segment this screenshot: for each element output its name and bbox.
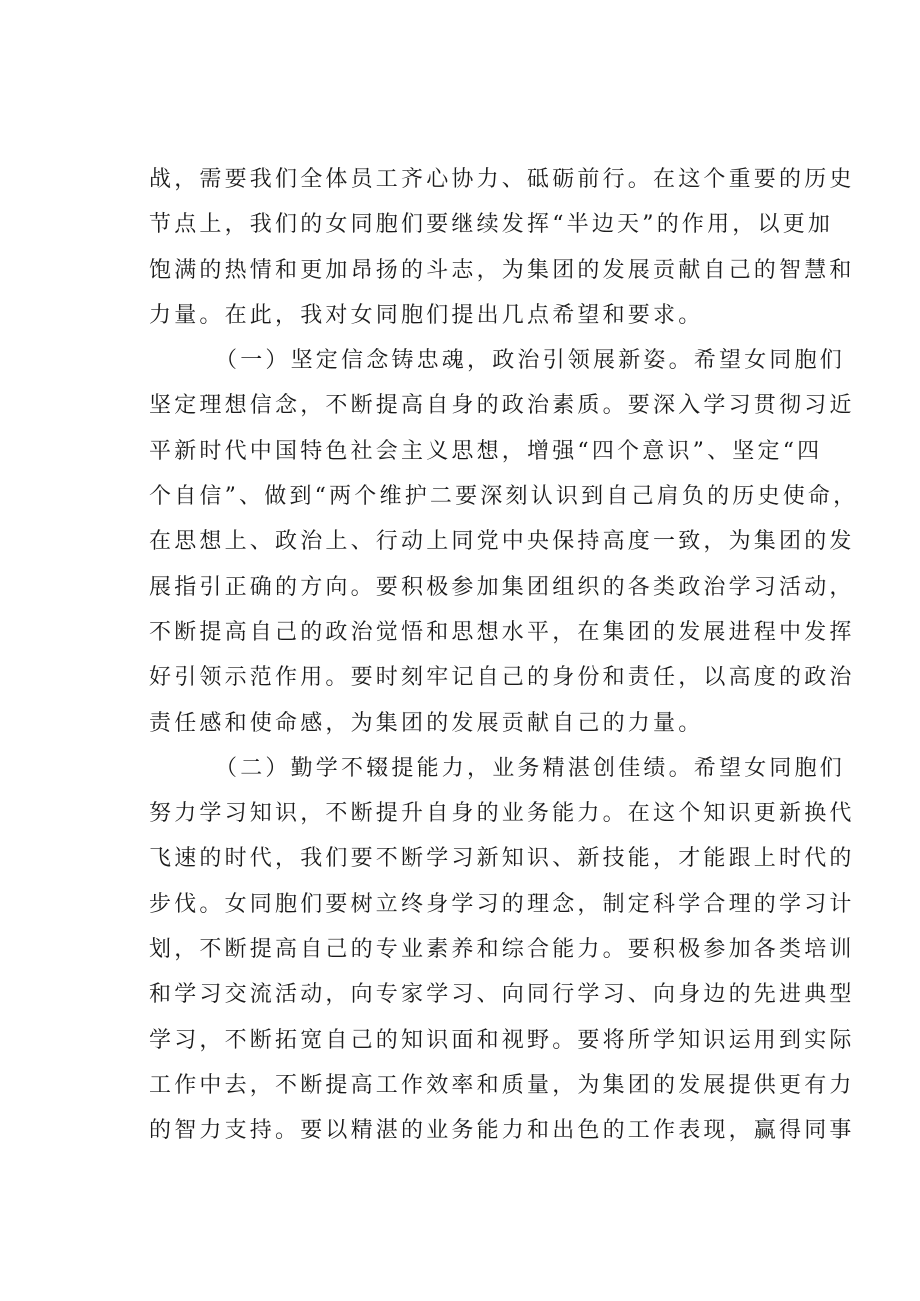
text-line: 平新时代中国特色社会主义思想，增强“四个意识”、坚定“四: [149, 438, 823, 464]
text-line: 坚定理想信念，不断提高自身的政治素质。要深入学习贯彻习近: [149, 393, 855, 419]
text-line: 在思想上、政治上、行动上同党中央保持高度一致，为集团的发: [149, 529, 855, 555]
paragraph-3: [149, 746, 855, 1154]
text-line: 力量。在此，我对女同胞们提出几点希望和要求。: [149, 302, 704, 328]
section-heading-line: （一）坚定信念铸忠魂，政治引领展新姿。希望女同胞们: [215, 348, 846, 374]
text-line: 战，需要我们全体员工齐心协力、砥砺前行。在这个重要的历史: [149, 167, 855, 192]
text-line: 学习，不断拓宽自己的知识面和视野。要将所学知识运用到实际: [149, 1027, 855, 1053]
text-line: 责任感和使命感，为集团的发展贡献自己的力量。: [149, 710, 704, 736]
text-line: 饱满的热情和更加昂扬的斗志，为集团的发展贡献自己的智慧和: [149, 257, 855, 283]
text-line: 好引领示范作用。要时刻牢记自己的身份和责任，以高度的政治: [149, 665, 855, 691]
text-line: 努力学习知识，不断提升自身的业务能力。在这个知识更新换代: [149, 801, 855, 827]
text-line: 个自信”、做到“两个维护二要深刻认识到自己肩负的历史使命，: [149, 484, 859, 510]
paragraph-1: [149, 157, 855, 338]
section-heading-line: （二）勤学不辍提能力，业务精湛创佳绩。希望女同胞们: [215, 755, 846, 781]
text-line: 步伐。女同胞们要树立终身学习的理念，制定科学合理的学习计: [149, 891, 855, 917]
document-body: [149, 157, 859, 1154]
text-line: 节点上，我们的女同胞们要继续发挥“半边天”的作用，以更加: [149, 212, 834, 238]
text-line: 展指引正确的方向。要积极参加集团组织的各类政治学习活动，: [149, 574, 855, 600]
text-line: 和学习交流活动，向专家学习、向同行学习、向身边的先进典型: [149, 982, 855, 1008]
text-line: 不断提高自己的政治觉悟和思想水平，在集团的发展进程中发挥: [149, 619, 855, 645]
text-line: 的智力支持。要以精湛的业务能力和出色的工作表现，赢得同事: [149, 1118, 855, 1144]
paragraph-2: [149, 338, 859, 746]
text-line: 工作中去，不断提高工作效率和质量，为集团的发展提供更有力: [149, 1072, 855, 1098]
text-line: 飞速的时代，我们要不断学习新知识、新技能，才能跟上时代的: [149, 846, 855, 872]
text-line: 划，不断提高自己的专业素养和综合能力。要积极参加各类培训: [149, 937, 855, 963]
